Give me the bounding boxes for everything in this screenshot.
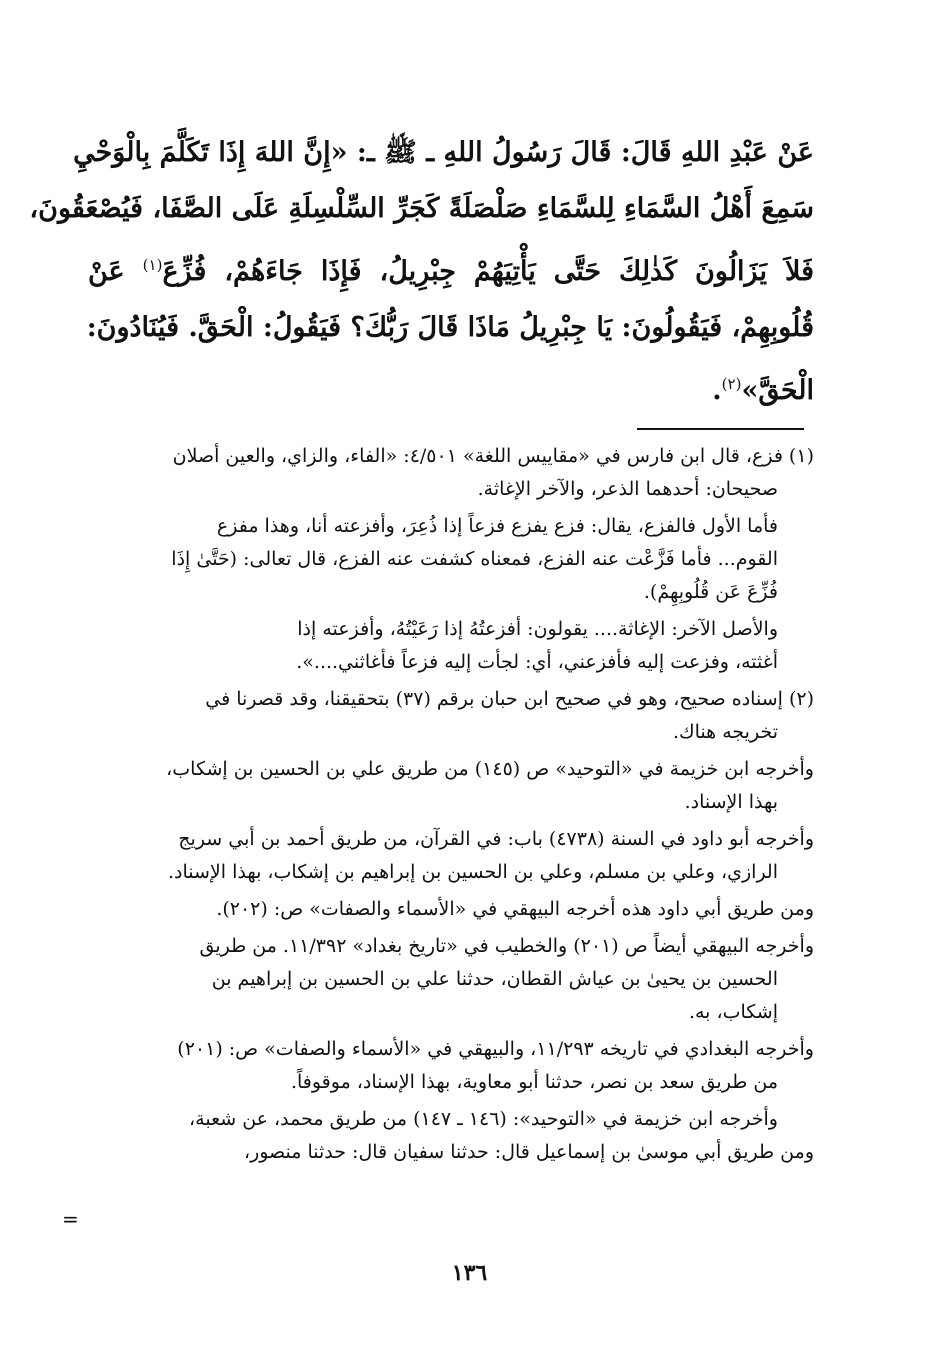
footnote-line: فُزِّعَ عَن قُلُوبِهِمْ).	[643, 581, 778, 603]
hadith-line-5-text: الْحَقَّ»	[741, 375, 814, 406]
footnote-line: (٢) إسناده صحيح، وهو في صحيح ابن حبان برقم (٣٧) بتحقيقنا، وقد قصرنا في	[205, 688, 814, 710]
footnote-line: وأخرجه ابن خزيمة في «التوحيد»: (١٤٦ ـ ١٤٧) من طريق محمد، عن شعبة،	[189, 1108, 778, 1130]
hadith-line-5	[88, 356, 814, 419]
footnote-ref-1: (١)	[142, 256, 163, 274]
hadith-line-4: قُلُوبِهِمْ، فَيَقُولُونَ: يَا جِبْرِيلُ مَاذَا قَالَ رَبُّكَ؟ فَيَقُولُ: الْحَقَّ. فَيُنَادُونَ:	[86, 312, 814, 343]
footnote-paragraph	[88, 510, 814, 609]
footnote-paragraph	[88, 893, 814, 926]
footnote-line: أغثته، وفزعت إليه فأفزعني، أي: لجأت إليه فزعاً فأغاثني....».	[296, 651, 778, 673]
footnote-line: تخريجه هناك.	[672, 721, 778, 743]
footnote-line: وأخرجه ابن خزيمة في «التوحيد» ص (١٤٥) من طريق علي بن الحسين بن إشكاب،	[166, 758, 814, 780]
footnote-line: إشكاب، به.	[688, 1001, 778, 1023]
footnote-paragraph	[88, 1033, 814, 1099]
footnote-line: الحسين بن يحيىٰ بن عياش القطان، حدثنا علي بن الحسين بن إبراهيم بن	[211, 968, 778, 990]
footnote-line: بهذا الإسناد.	[684, 791, 778, 813]
footnote-paragraph	[88, 613, 814, 679]
footnote-line: (١) فزع، قال ابن فارس في «مقاييس اللغة» ٤/٥٠١: «الفاء، والزاي، والعين أصلان	[172, 445, 814, 467]
footnote-paragraph	[88, 1103, 814, 1169]
continuation-mark: =	[62, 1207, 79, 1231]
hadith-line-3-text: فَلاَ يَزَالُونَ كَذٰلِكَ حَتَّى يَأْتِيَهُمْ جِبْرِيلُ، فَإِذَا جَاءَهُمْ، فُزِّعَ	[162, 256, 814, 287]
footnote-line: الرازي، وعلي بن مسلم، وعلي بن الحسين بن إبراهيم بن إشكاب، بهذا الإسناد.	[167, 861, 778, 883]
hadith-line-3	[88, 237, 814, 300]
footnotes-section	[88, 440, 814, 1173]
hadith-line-1: عَنْ عَبْدِ اللهِ قَالَ: قَالَ رَسُولُ اللهِ ـ ﷺ ـ: «إِنَّ اللهَ إِذَا تَكَلَّمَ بِالْوَحْيِ	[73, 137, 814, 168]
footnote-line: ومن طريق أبي موسىٰ بن إسماعيل قال: حدثنا سفيان قال: حدثنا منصور،	[243, 1141, 814, 1163]
footnote-paragraph	[88, 683, 814, 749]
footnote-line: وأخرجه البغدادي في تاريخه ١١/٢٩٣، والبيهقي في «الأسماء والصفات» ص: (٢٠١)	[177, 1038, 814, 1060]
footnote-line: وأخرجه البيهقي أيضاً ص (٢٠١) والخطيب في «تاريخ بغداد» ١١/٣٩٢. من طريق	[199, 935, 814, 957]
hadith-end-mark: .	[712, 375, 722, 406]
hadith-text	[29, 125, 814, 419]
footnote-paragraph	[88, 930, 814, 1029]
footnote-line: وأخرجه أبو داود في السنة (٤٧٣٨) باب: في القرآن، من طريق أحمد بن أبي سريج	[178, 828, 814, 850]
footnote-line: والأصل الآخر: الإغاثة.... يقولون: أفزعتُهُ إذا رَعَيْتُهُ، وأفزعته إذا	[297, 618, 778, 640]
footnote-ref-2: (٢)	[721, 375, 742, 393]
hadith-line-3-end: عَنْ	[88, 256, 143, 287]
hadith-line-2: سَمِعَ أَهْلُ السَّمَاءِ لِلسَّمَاءِ صَلْصَلَةً كَجَرِّ السِّلْسِلَةِ عَلَى الصَّفَا، فَيُصْعَقُونَ،	[29, 193, 814, 224]
footnote-line: القوم... فأما فَزَّعْت عنه الفزع، فمعناه كشفت عنه الفزع، قال تعالى: (حَتَّىٰ إِذَا	[171, 548, 778, 570]
footnote-paragraph	[88, 823, 814, 889]
page-number: ١٣٦	[451, 1260, 488, 1286]
footnote-line: ومن طريق أبي داود هذه أخرجه البيهقي في «الأسماء والصفات» ص: (٢٠٢).	[216, 898, 814, 920]
footnote-line: من طريق سعد بن نصر، حدثنا أبو معاوية، بهذا الإسناد، موقوفاً.	[290, 1071, 778, 1093]
footnote-paragraph	[88, 440, 814, 506]
footnote-paragraph	[88, 753, 814, 819]
footnote-line: فأما الأول فالفزع، يقال: فزع يفزع فزعاً إذا ذُعِرَ، وأفزعته أنا، وهذا مفزع	[216, 515, 778, 537]
footnote-line: صحيحان: أحدهما الذعر، والآخر الإغاثة.	[477, 478, 778, 500]
footnote-divider	[637, 428, 804, 430]
